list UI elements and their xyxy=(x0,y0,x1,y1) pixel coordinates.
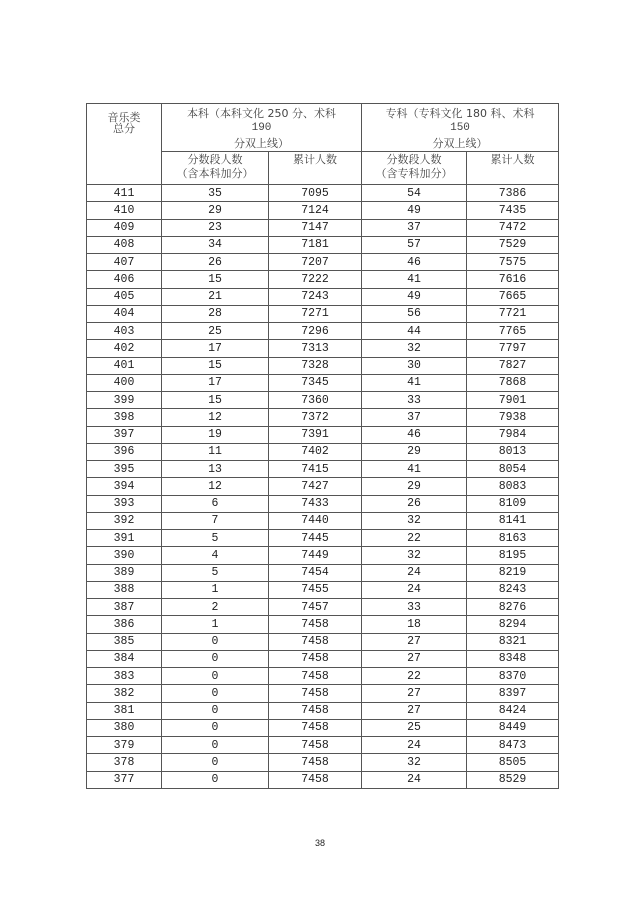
table-row xyxy=(87,581,559,598)
cell-zhuanke-cumulative: 8449 xyxy=(467,719,559,736)
cell-zhuanke-cumulative: 8321 xyxy=(467,633,559,650)
table-row xyxy=(87,771,559,788)
cell-benke-segment-count: 6 xyxy=(162,495,269,512)
table-row xyxy=(87,530,559,547)
cell-benke-cumulative: 7458 xyxy=(269,719,362,736)
table-row xyxy=(87,202,559,219)
cell-benke-segment-count: 1 xyxy=(162,581,269,598)
cell-zhuanke-cumulative: 7386 xyxy=(467,185,559,202)
header-score xyxy=(87,104,162,185)
table-row xyxy=(87,236,559,253)
cell-benke-segment-count: 12 xyxy=(162,409,269,426)
cell-zhuanke-cumulative: 7435 xyxy=(467,202,559,219)
cell-zhuanke-segment-count: 57 xyxy=(362,236,467,253)
cell-zhuanke-segment-count: 27 xyxy=(362,650,467,667)
cell-zhuanke-segment-count: 41 xyxy=(362,374,467,391)
cell-benke-segment-count: 0 xyxy=(162,650,269,667)
cell-benke-cumulative: 7243 xyxy=(269,288,362,305)
cell-score: 383 xyxy=(87,668,162,685)
header-zhuanke-line3: 分双上线） xyxy=(432,137,488,150)
cell-zhuanke-segment-count: 22 xyxy=(362,530,467,547)
header-zhuanke xyxy=(362,104,559,152)
cell-score: 401 xyxy=(87,357,162,374)
cell-benke-cumulative: 7296 xyxy=(269,323,362,340)
cell-benke-segment-count: 2 xyxy=(162,599,269,616)
cell-benke-cumulative: 7454 xyxy=(269,564,362,581)
cell-benke-segment-count: 1 xyxy=(162,616,269,633)
cell-zhuanke-cumulative: 7529 xyxy=(467,236,559,253)
cell-score: 391 xyxy=(87,530,162,547)
cell-score: 407 xyxy=(87,254,162,271)
header-zhuanke-cumulative: 累计人数 xyxy=(467,152,559,185)
cell-score: 396 xyxy=(87,443,162,460)
cell-zhuanke-cumulative: 7616 xyxy=(467,271,559,288)
header-benke xyxy=(162,104,362,152)
header-benke-segment xyxy=(162,152,269,185)
table-row xyxy=(87,719,559,736)
cell-benke-segment-count: 0 xyxy=(162,737,269,754)
cell-score: 406 xyxy=(87,271,162,288)
cell-score: 393 xyxy=(87,495,162,512)
cell-zhuanke-cumulative: 8013 xyxy=(467,443,559,460)
table-row xyxy=(87,685,559,702)
cell-score: 394 xyxy=(87,478,162,495)
cell-zhuanke-segment-count: 37 xyxy=(362,409,467,426)
cell-benke-segment-count: 15 xyxy=(162,392,269,409)
cell-benke-segment-count: 7 xyxy=(162,512,269,529)
cell-benke-cumulative: 7457 xyxy=(269,599,362,616)
cell-benke-segment-count: 15 xyxy=(162,357,269,374)
table-row xyxy=(87,443,559,460)
cell-zhuanke-cumulative: 7472 xyxy=(467,219,559,236)
table-row xyxy=(87,461,559,478)
cell-benke-segment-count: 0 xyxy=(162,702,269,719)
cell-benke-cumulative: 7458 xyxy=(269,668,362,685)
cell-zhuanke-segment-count: 29 xyxy=(362,443,467,460)
cell-zhuanke-cumulative: 8141 xyxy=(467,512,559,529)
cell-zhuanke-cumulative: 8083 xyxy=(467,478,559,495)
cell-zhuanke-cumulative: 8276 xyxy=(467,599,559,616)
cell-score: 385 xyxy=(87,633,162,650)
cell-score: 377 xyxy=(87,771,162,788)
cell-benke-segment-count: 0 xyxy=(162,668,269,685)
cell-benke-segment-count: 35 xyxy=(162,185,269,202)
cell-zhuanke-cumulative: 8505 xyxy=(467,754,559,771)
header-zhuanke-line1: 专科（专科文化 180 科、术科 xyxy=(385,107,535,120)
cell-score: 382 xyxy=(87,685,162,702)
cell-zhuanke-cumulative: 7721 xyxy=(467,305,559,322)
cell-zhuanke-segment-count: 49 xyxy=(362,202,467,219)
table-row xyxy=(87,374,559,391)
cell-score: 398 xyxy=(87,409,162,426)
cell-benke-segment-count: 5 xyxy=(162,530,269,547)
table-row xyxy=(87,305,559,322)
table-row xyxy=(87,616,559,633)
cell-benke-cumulative: 7440 xyxy=(269,512,362,529)
cell-zhuanke-cumulative: 8294 xyxy=(467,616,559,633)
cell-zhuanke-cumulative: 8195 xyxy=(467,547,559,564)
cell-score: 409 xyxy=(87,219,162,236)
cell-benke-cumulative: 7095 xyxy=(269,185,362,202)
cell-score: 403 xyxy=(87,323,162,340)
cell-zhuanke-segment-count: 46 xyxy=(362,426,467,443)
cell-benke-segment-count: 28 xyxy=(162,305,269,322)
cell-benke-cumulative: 7433 xyxy=(269,495,362,512)
cell-zhuanke-segment-count: 41 xyxy=(362,271,467,288)
table-row xyxy=(87,185,559,202)
cell-zhuanke-cumulative: 8370 xyxy=(467,668,559,685)
table-row xyxy=(87,271,559,288)
cell-benke-cumulative: 7147 xyxy=(269,219,362,236)
cell-score: 378 xyxy=(87,754,162,771)
table-row xyxy=(87,650,559,667)
cell-benke-segment-count: 5 xyxy=(162,564,269,581)
cell-zhuanke-segment-count: 27 xyxy=(362,633,467,650)
table-row xyxy=(87,702,559,719)
table-row xyxy=(87,392,559,409)
cell-benke-cumulative: 7345 xyxy=(269,374,362,391)
table-row xyxy=(87,357,559,374)
table-row xyxy=(87,409,559,426)
cell-zhuanke-segment-count: 26 xyxy=(362,495,467,512)
cell-zhuanke-segment-count: 24 xyxy=(362,737,467,754)
cell-benke-segment-count: 13 xyxy=(162,461,269,478)
cell-score: 379 xyxy=(87,737,162,754)
cell-zhuanke-segment-count: 32 xyxy=(362,547,467,564)
table-row xyxy=(87,495,559,512)
table-row xyxy=(87,426,559,443)
cell-benke-cumulative: 7372 xyxy=(269,409,362,426)
cell-zhuanke-segment-count: 25 xyxy=(362,719,467,736)
cell-zhuanke-segment-count: 37 xyxy=(362,219,467,236)
cell-zhuanke-segment-count: 24 xyxy=(362,581,467,598)
cell-benke-cumulative: 7124 xyxy=(269,202,362,219)
cell-benke-cumulative: 7181 xyxy=(269,236,362,253)
cell-zhuanke-cumulative: 7868 xyxy=(467,374,559,391)
score-distribution-table xyxy=(86,103,559,789)
cell-benke-cumulative: 7458 xyxy=(269,616,362,633)
cell-score: 390 xyxy=(87,547,162,564)
cell-score: 399 xyxy=(87,392,162,409)
cell-zhuanke-segment-count: 32 xyxy=(362,512,467,529)
cell-benke-cumulative: 7207 xyxy=(269,254,362,271)
cell-score: 405 xyxy=(87,288,162,305)
cell-score: 411 xyxy=(87,185,162,202)
cell-benke-cumulative: 7458 xyxy=(269,702,362,719)
cell-benke-cumulative: 7271 xyxy=(269,305,362,322)
cell-score: 388 xyxy=(87,581,162,598)
cell-benke-cumulative: 7458 xyxy=(269,771,362,788)
cell-zhuanke-segment-count: 30 xyxy=(362,357,467,374)
cell-zhuanke-segment-count: 44 xyxy=(362,323,467,340)
cell-zhuanke-segment-count: 22 xyxy=(362,668,467,685)
cell-benke-segment-count: 26 xyxy=(162,254,269,271)
header-benke-line3: 分双上线） xyxy=(234,137,289,150)
cell-score: 387 xyxy=(87,599,162,616)
cell-benke-segment-count: 17 xyxy=(162,340,269,357)
cell-zhuanke-cumulative: 8348 xyxy=(467,650,559,667)
header-benke-segment-1: 分数段人数 xyxy=(187,153,243,166)
table-row xyxy=(87,254,559,271)
cell-benke-cumulative: 7391 xyxy=(269,426,362,443)
cell-zhuanke-segment-count: 32 xyxy=(362,340,467,357)
cell-benke-segment-count: 0 xyxy=(162,771,269,788)
cell-zhuanke-cumulative: 7575 xyxy=(467,254,559,271)
table-row xyxy=(87,512,559,529)
table-row xyxy=(87,599,559,616)
cell-score: 392 xyxy=(87,512,162,529)
table-body xyxy=(87,185,559,789)
header-benke-segment-2: （含本科加分） xyxy=(176,167,254,180)
cell-score: 404 xyxy=(87,305,162,322)
cell-score: 395 xyxy=(87,461,162,478)
cell-zhuanke-segment-count: 24 xyxy=(362,564,467,581)
cell-benke-segment-count: 12 xyxy=(162,478,269,495)
cell-benke-cumulative: 7427 xyxy=(269,478,362,495)
cell-benke-cumulative: 7222 xyxy=(269,271,362,288)
cell-zhuanke-segment-count: 24 xyxy=(362,771,467,788)
cell-score: 380 xyxy=(87,719,162,736)
cell-score: 389 xyxy=(87,564,162,581)
cell-benke-segment-count: 4 xyxy=(162,547,269,564)
cell-benke-segment-count: 23 xyxy=(162,219,269,236)
cell-benke-segment-count: 34 xyxy=(162,236,269,253)
table-row xyxy=(87,340,559,357)
cell-zhuanke-segment-count: 33 xyxy=(362,392,467,409)
cell-zhuanke-segment-count: 54 xyxy=(362,185,467,202)
table-row xyxy=(87,288,559,305)
header-benke-line2: 190 xyxy=(251,122,272,134)
cell-benke-segment-count: 11 xyxy=(162,443,269,460)
cell-benke-segment-count: 0 xyxy=(162,633,269,650)
cell-benke-cumulative: 7449 xyxy=(269,547,362,564)
cell-zhuanke-segment-count: 33 xyxy=(362,599,467,616)
cell-benke-segment-count: 19 xyxy=(162,426,269,443)
header-score-label: 音乐类总分 xyxy=(107,111,141,135)
cell-benke-cumulative: 7458 xyxy=(269,754,362,771)
header-zhuanke-line2: 150 xyxy=(450,122,470,134)
cell-zhuanke-cumulative: 8219 xyxy=(467,564,559,581)
cell-zhuanke-segment-count: 18 xyxy=(362,616,467,633)
header-zhuanke-segment-1: 分数段人数 xyxy=(386,153,442,166)
cell-score: 381 xyxy=(87,702,162,719)
table-row xyxy=(87,737,559,754)
cell-zhuanke-cumulative: 8109 xyxy=(467,495,559,512)
cell-benke-cumulative: 7458 xyxy=(269,650,362,667)
header-zhuanke-segment xyxy=(362,152,467,185)
cell-zhuanke-segment-count: 27 xyxy=(362,702,467,719)
cell-benke-cumulative: 7328 xyxy=(269,357,362,374)
cell-benke-cumulative: 7455 xyxy=(269,581,362,598)
header-benke-cumulative: 累计人数 xyxy=(269,152,362,185)
cell-benke-segment-count: 0 xyxy=(162,685,269,702)
cell-zhuanke-cumulative: 7665 xyxy=(467,288,559,305)
table-row xyxy=(87,219,559,236)
header-zhuanke-segment-2: （含专科加分） xyxy=(375,167,453,180)
cell-zhuanke-cumulative: 8163 xyxy=(467,530,559,547)
cell-benke-cumulative: 7458 xyxy=(269,737,362,754)
cell-zhuanke-cumulative: 7797 xyxy=(467,340,559,357)
cell-zhuanke-cumulative: 8054 xyxy=(467,461,559,478)
table-row xyxy=(87,478,559,495)
cell-benke-segment-count: 25 xyxy=(162,323,269,340)
cell-benke-cumulative: 7458 xyxy=(269,633,362,650)
cell-benke-segment-count: 0 xyxy=(162,719,269,736)
cell-zhuanke-cumulative: 7827 xyxy=(467,357,559,374)
table-row xyxy=(87,633,559,650)
cell-score: 402 xyxy=(87,340,162,357)
table-row xyxy=(87,547,559,564)
cell-benke-cumulative: 7458 xyxy=(269,685,362,702)
cell-benke-cumulative: 7360 xyxy=(269,392,362,409)
cell-zhuanke-cumulative: 8243 xyxy=(467,581,559,598)
cell-score: 408 xyxy=(87,236,162,253)
page-number: 38 xyxy=(314,838,325,848)
cell-benke-segment-count: 0 xyxy=(162,754,269,771)
header-benke-line1: 本科（本科文化 250 分、术科 xyxy=(187,107,336,120)
cell-zhuanke-segment-count: 46 xyxy=(362,254,467,271)
cell-benke-segment-count: 21 xyxy=(162,288,269,305)
cell-benke-segment-count: 17 xyxy=(162,374,269,391)
cell-zhuanke-cumulative: 8424 xyxy=(467,702,559,719)
cell-score: 410 xyxy=(87,202,162,219)
cell-zhuanke-cumulative: 7765 xyxy=(467,323,559,340)
table-row xyxy=(87,323,559,340)
cell-score: 397 xyxy=(87,426,162,443)
cell-zhuanke-cumulative: 7984 xyxy=(467,426,559,443)
cell-benke-cumulative: 7445 xyxy=(269,530,362,547)
cell-benke-segment-count: 29 xyxy=(162,202,269,219)
cell-zhuanke-cumulative: 8473 xyxy=(467,737,559,754)
cell-zhuanke-segment-count: 56 xyxy=(362,305,467,322)
cell-zhuanke-segment-count: 41 xyxy=(362,461,467,478)
cell-benke-cumulative: 7415 xyxy=(269,461,362,478)
cell-score: 384 xyxy=(87,650,162,667)
cell-zhuanke-segment-count: 32 xyxy=(362,754,467,771)
cell-zhuanke-cumulative: 7901 xyxy=(467,392,559,409)
table-row xyxy=(87,754,559,771)
cell-zhuanke-cumulative: 8529 xyxy=(467,771,559,788)
cell-zhuanke-segment-count: 29 xyxy=(362,478,467,495)
cell-benke-cumulative: 7313 xyxy=(269,340,362,357)
cell-zhuanke-cumulative: 7938 xyxy=(467,409,559,426)
cell-zhuanke-segment-count: 27 xyxy=(362,685,467,702)
cell-score: 400 xyxy=(87,374,162,391)
cell-benke-segment-count: 15 xyxy=(162,271,269,288)
cell-score: 386 xyxy=(87,616,162,633)
cell-zhuanke-segment-count: 49 xyxy=(362,288,467,305)
cell-zhuanke-cumulative: 8397 xyxy=(467,685,559,702)
cell-benke-cumulative: 7402 xyxy=(269,443,362,460)
table-row xyxy=(87,564,559,581)
table-row xyxy=(87,668,559,685)
